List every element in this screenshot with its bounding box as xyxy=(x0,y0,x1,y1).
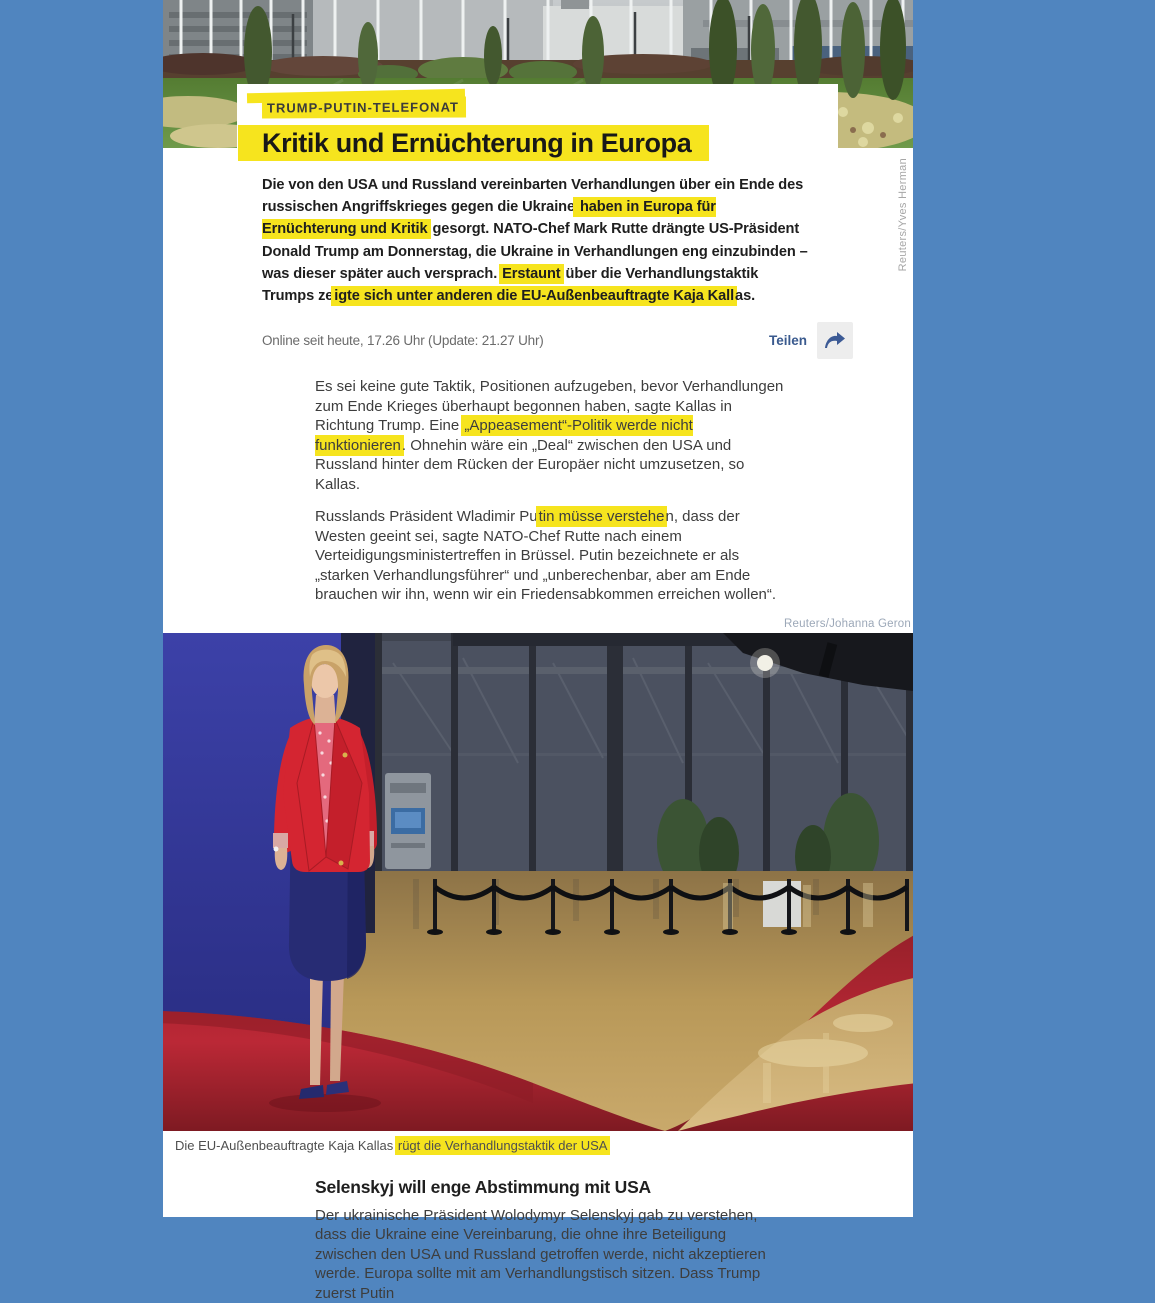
arrow-share-icon xyxy=(823,331,847,351)
article-headline xyxy=(262,127,813,161)
article-meta-row xyxy=(262,322,853,359)
section-heading: Selenskyj will enge Abstimmung mit USA xyxy=(315,1176,651,1197)
paragraph-rutte: Russlands Präsident Wladimir Putin müsse verstehen, dass der Westen geeint sei, sagte NATO-Chef Rutte nach einem Verteidigungsministertreffen in Brüssel. Putin bezeichnete er als „starken Verhandlungsführer“ und „unberechenbar, aber am Ende brauchen wir ihn, wenn wir ein Friedensabkommen erreichen wollen“. xyxy=(315,508,777,604)
main-photo-credit: Reuters/Johanna Geron xyxy=(784,617,911,630)
article-column xyxy=(163,0,913,1302)
share-link[interactable]: Teilen xyxy=(768,333,807,349)
share-control[interactable] xyxy=(769,322,853,359)
article-section xyxy=(315,1177,785,1303)
share-button[interactable] xyxy=(817,322,853,359)
paragraph-kallas: Es sei keine gute Taktik, Positionen aufzugeben, bevor Verhandlungen zum Ende Krieges überhaupt begonnen haben, sagte Kallas in Richtung Trump. Eine „Appeasement“-Politik werde nicht funktionieren. Ohnehin wäre ein „Deal“ zwischen den USA und Russland hinter dem Rücken der Europäer nicht umzusetzen, so Kallas. xyxy=(315,378,784,493)
main-photo-kaja-kallas xyxy=(163,633,913,1131)
article-lead: Die von den USA und Russland vereinbarten Verhandlungen über ein Ende des russischen Angriffskrieges gegen die Ukraine haben in Europa für Ernüchterung und Kritik gesorgt. NATO-Chef Mark Rutte drängte US-Präsident Donald Trump am Donnerstag, die Ukraine in Verhandlungen eng einzubinden – was dieser später auch versprach. Erstaunt über die Verhandlungstaktik Trumps zeigte sich unter anderen die EU-Außenbeauftragte Kaja Kallas. xyxy=(262,176,808,305)
kiosk-screen xyxy=(385,773,431,869)
masthead-photo-credit: Reuters/Yves Herman xyxy=(897,158,909,272)
main-photo-caption: Die EU-Außenbeauftragte Kaja Kallas rügt die Verhandlungstaktik der USA xyxy=(175,1137,608,1153)
paragraph-selenskyj: Der ukrainische Präsident Wolodymyr Selenskyj gab zu verstehen, dass die Ukraine eine Vereinbarung, die ohne ihre Beteiligung zwischen den USA und Russland getroffen werde, nicht akzeptieren werde. Europa sollte mit am Verhandlungstisch sitzen. Dass Trump zuerst Putin xyxy=(315,1206,766,1302)
article-header-card xyxy=(237,84,838,363)
article-kicker: TRUMP-PUTIN-TELEFONAT xyxy=(262,96,466,118)
pedestal xyxy=(763,881,801,927)
article-body xyxy=(315,377,785,605)
headline-highlight: Kritik und Ernüchterung in Europa xyxy=(240,125,707,161)
publish-timestamp: Online seit heute, 17.26 Uhr (Update: 21.27 Uhr) xyxy=(262,333,544,349)
